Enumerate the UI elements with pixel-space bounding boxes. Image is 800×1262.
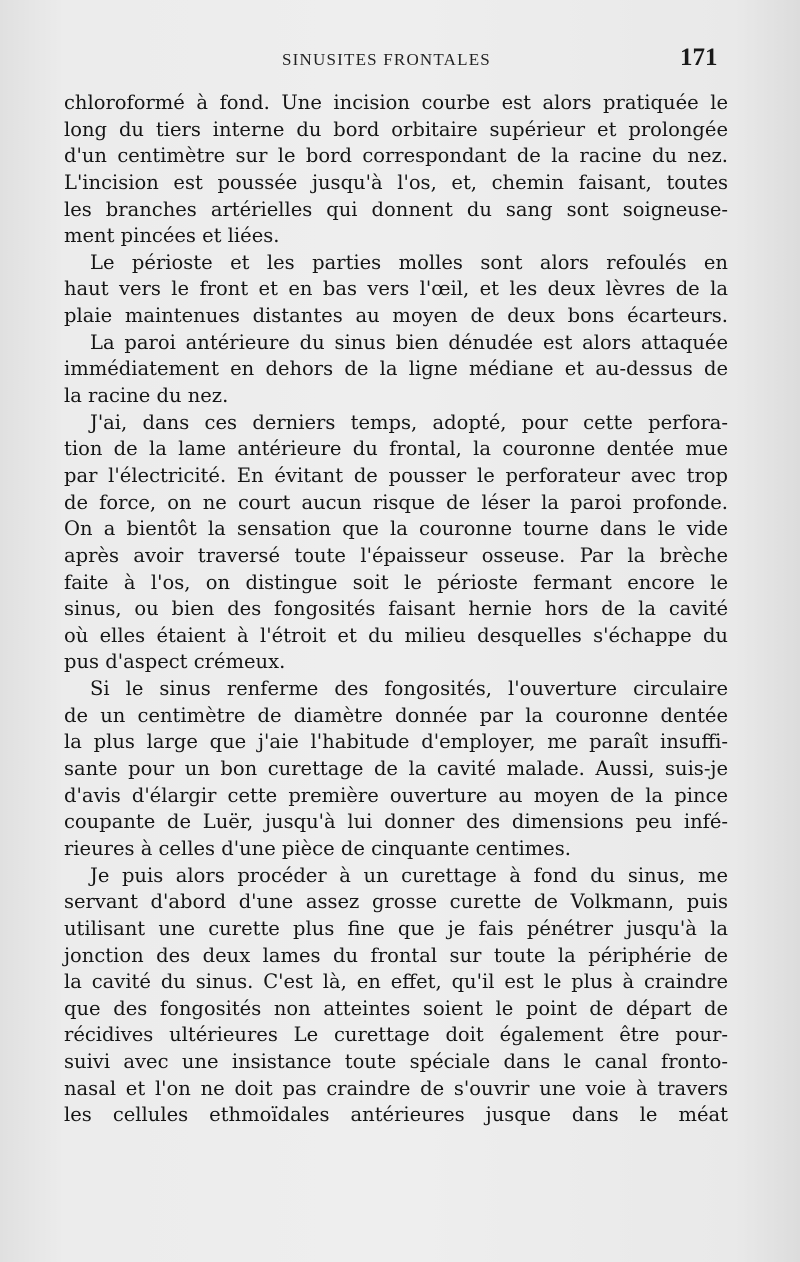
- running-title: SINUSITES FRONTALES: [282, 50, 491, 69]
- text-line: récidives ultérieures Le curettage doit également être pour-: [64, 1023, 728, 1047]
- text-line: les cellules ethmoïdales antérieures jusque dans le méat: [64, 1103, 728, 1127]
- text-line: suivi avec une insistance toute spéciale dans le canal fronto-: [64, 1050, 728, 1074]
- text-line: haut vers le front et en bas vers l'œil, et les deux lèvres de la: [64, 277, 728, 301]
- paragraph-first-line: Le périoste et les parties molles sont alors refoulés en: [90, 250, 728, 274]
- text-line: pus d'aspect crémeux.: [64, 650, 286, 674]
- text-line: par l'électricité. En évitant de pousser le perforateur avec trop: [64, 463, 728, 487]
- paragraph-first-line: Si le sinus renferme des fongosités, l'ouverture circulaire: [90, 677, 728, 701]
- body-text: [64, 90, 728, 1129]
- page-number: 171: [680, 44, 718, 71]
- text-line: immédiatement en dehors de la ligne médiane et au-dessus de: [64, 357, 728, 381]
- text-line: d'avis d'élargir cette première ouverture au moyen de la pince: [64, 783, 728, 807]
- text-line: long du tiers interne du bord orbitaire supérieur et prolongée: [64, 117, 728, 141]
- text-line: utilisant une curette plus fine que je fais pénétrer jusqu'à la: [64, 916, 728, 940]
- text-line: faite à l'os, on distingue soit le périoste fermant encore le: [64, 570, 728, 594]
- text-line: tion de la lame antérieure du frontal, la couronne dentée mue: [64, 437, 728, 461]
- paragraph-first-line: La paroi antérieure du sinus bien dénudée est alors attaquée: [90, 330, 728, 354]
- text-line: On a bientôt la sensation que la couronne tourne dans le vide: [64, 517, 728, 541]
- text-line: ment pincées et liées.: [64, 224, 280, 248]
- text-line: sante pour un bon curettage de la cavité malade. Aussi, suis-je: [64, 757, 728, 781]
- text-line: chloroformé à fond. Une incision courbe est alors pratiquée le: [64, 91, 728, 114]
- text-line: de un centimètre de diamètre donnée par la couronne dentée: [64, 703, 728, 727]
- text-line: la plus large que j'aie l'habitude d'employer, me paraît insuffi-: [64, 730, 728, 754]
- text-line: sinus, ou bien des fongosités faisant hernie hors de la cavité: [64, 597, 728, 621]
- text-line: plaie maintenues distantes au moyen de deux bons écarteurs.: [64, 304, 728, 328]
- text-line: la cavité du sinus. C'est là, en effet, qu'il est le plus à craindre: [64, 970, 728, 994]
- text-line: jonction des deux lames du frontal sur toute la périphérie de: [64, 943, 728, 967]
- paragraph-first-line: J'ai, dans ces derniers temps, adopté, pour cette perfora-: [90, 410, 728, 434]
- text-line: coupante de Luër, jusqu'à lui donner des dimensions peu infé-: [64, 810, 728, 834]
- text-line: d'un centimètre sur le bord correspondant de la racine du nez.: [64, 144, 728, 168]
- text-line: après avoir traversé toute l'épaisseur osseuse. Par la brèche: [64, 543, 728, 567]
- text-line: que des fongosités non atteintes soient le point de départ de: [64, 996, 728, 1020]
- paragraph-first-line: Je puis alors procéder à un curettage à fond du sinus, me: [90, 863, 728, 887]
- text-line: où elles étaient à l'étroit et du milieu desquelles s'échappe du: [64, 623, 728, 647]
- text-line: nasal et l'on ne doit pas craindre de s'ouvrir une voie à travers: [64, 1076, 728, 1100]
- text-line: de force, on ne court aucun risque de léser la paroi profonde.: [64, 490, 728, 514]
- text-line: la racine du nez.: [64, 384, 229, 408]
- text-line: servant d'abord d'une assez grosse curette de Volkmann, puis: [64, 890, 728, 914]
- text-line: les branches artérielles qui donnent du sang sont soigneuse-: [64, 197, 728, 221]
- text-line: L'incision est poussée jusqu'à l'os, et, chemin faisant, toutes: [64, 170, 728, 194]
- text-line: rieures à celles d'une pièce de cinquante centimes.: [64, 836, 571, 860]
